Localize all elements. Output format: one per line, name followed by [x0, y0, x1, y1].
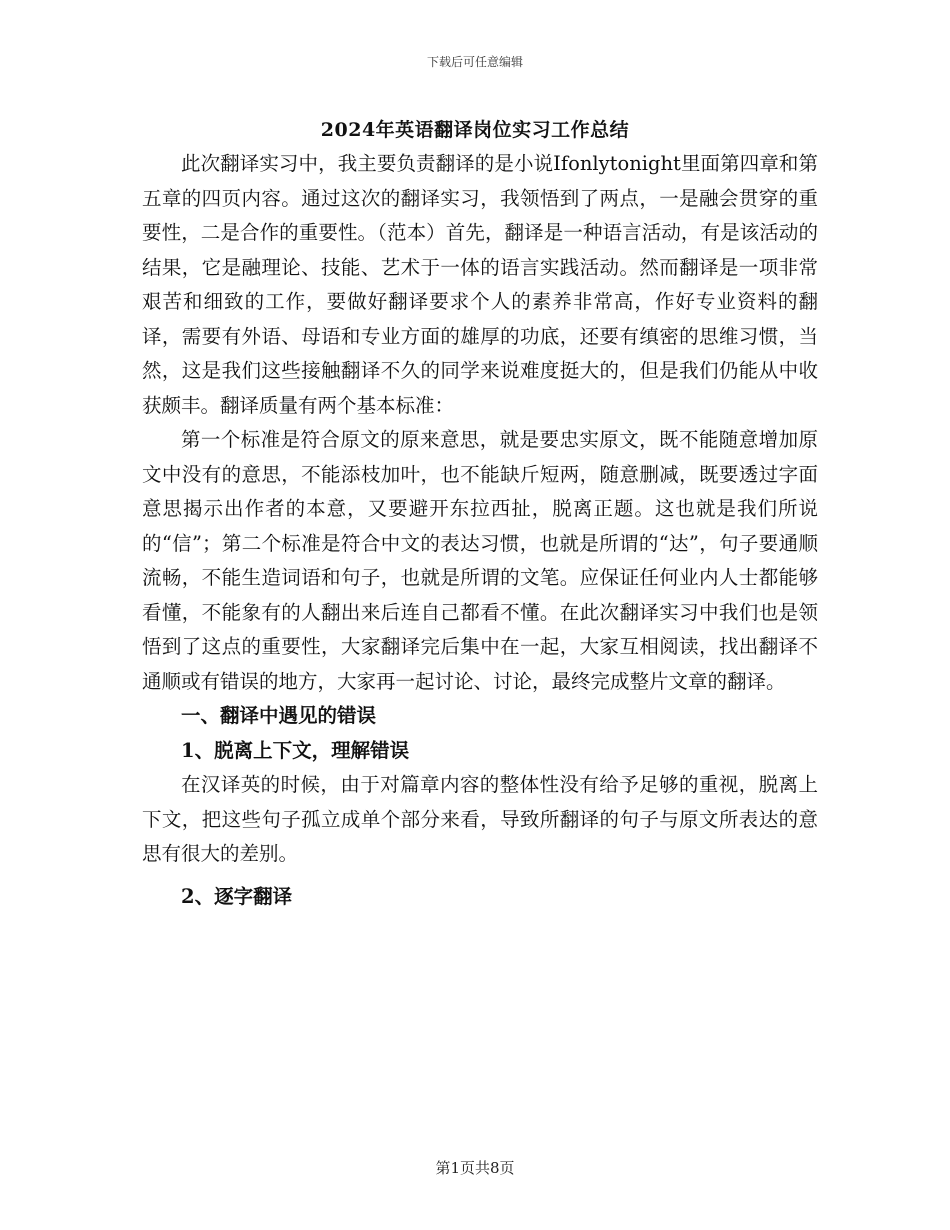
- body-paragraph: 第一个标准是符合原文的原来意思，就是要忠实原文，既不能随意增加原文中没有的意思，不能添枝加叶，也不能缺斤短两，随意删减，既要透过字面意思揭示出作者的本意，又要避开东拉西扯，脱离正题。这也就是我们所说的“信”；第二个标准是符合中文的表达习惯，也就是所谓的“达”，句子要通顺流畅，不能生造词语和句子，也就是所谓的文笔。应保证任何业内人士都能够看懂，不能象有的人翻出来后连自己都看不懂。在此次翻译实习中我们也是领悟到了这点的重要性，大家翻译完后集中在一起，大家互相阅读，找出翻译不通顺或有错误的地方，大家再一起讨论、讨论，最终完成整片文章的翻译。: [142, 428, 818, 693]
- page-number-indicator: 第1页共8页: [435, 1159, 515, 1177]
- document-title: 2024年英语翻译岗位实习工作总结: [320, 119, 630, 141]
- page-header-note: 下载后可任意编辑: [426, 55, 523, 69]
- document-body: [142, 147, 818, 914]
- subsection-heading: 1、脱离上下文，理解错误: [181, 738, 410, 762]
- body-paragraph: 此次翻译实习中，我主要负责翻译的是小说Ifonlytonight里面第四章和第五章的四页内容。通过这次的翻译实习，我领悟到了两点，一是融会贯穿的重要性，二是合作的重要性。（范本）首先，翻译是一种语言活动，有是该活动的结果，它是融理论、技能、艺术于一体的语言实践活动。然而翻译是一项非常艰苦和细致的工作，要做好翻译要求个人的素养非常高，作好专业资料的翻译，需要有外语、母语和专业方面的雄厚的功底，还要有缜密的思维习惯，当然，这是我们这些接触翻译不久的同学来说难度挺大的，但是我们仍能从中收获颇丰。翻译质量有两个基本标准：: [142, 152, 818, 417]
- body-paragraph: 在汉译英的时候，由于对篇章内容的整体性没有给予足够的重视，脱离上下文，把这些句子孤立成单个部分来看，导致所翻译的句子与原文所表达的意思有很大的差别。: [142, 773, 818, 865]
- section-heading: 一、翻译中遇见的错误: [181, 704, 377, 727]
- subsection-heading: 2、逐字翻译: [181, 884, 293, 908]
